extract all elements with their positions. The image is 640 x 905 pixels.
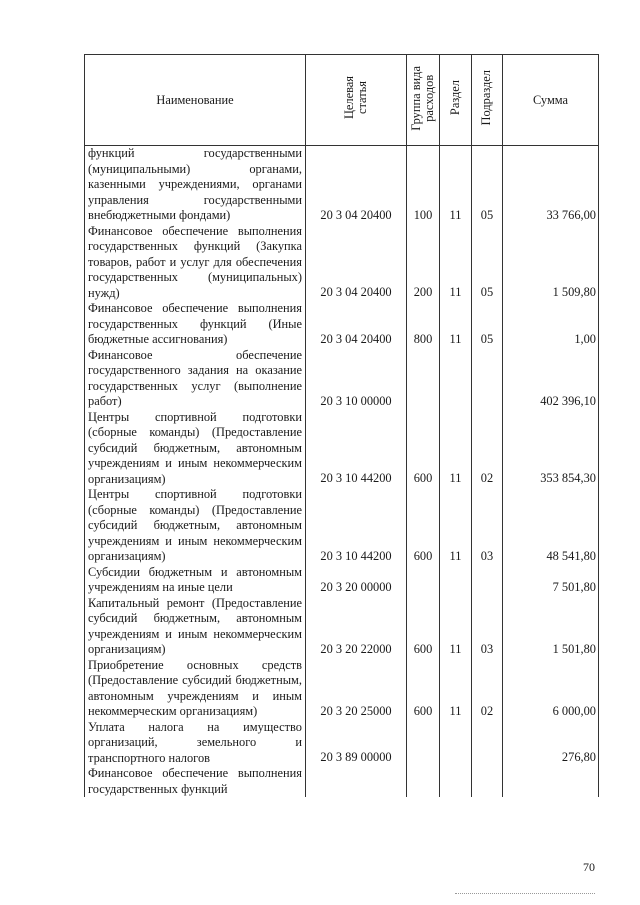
row-sum: 48 541,80 xyxy=(503,487,599,565)
row-name: Приобретение основных средств (Предоставление субсидий бюджетным, автономным учреждениям и иным некоммерческим организациям) xyxy=(85,658,306,720)
table-row xyxy=(85,224,599,302)
row-expense-group: 600 xyxy=(407,596,440,658)
row-section xyxy=(440,720,472,767)
row-subsection: 05 xyxy=(472,224,503,302)
row-expense-group: 600 xyxy=(407,487,440,565)
row-section: 11 xyxy=(440,410,472,488)
row-target-article: 20 3 20 22000 xyxy=(306,596,407,658)
table-row xyxy=(85,720,599,767)
header-sum: Сумма xyxy=(503,55,599,146)
table-row xyxy=(85,487,599,565)
row-expense-group: 100 xyxy=(407,146,440,224)
row-subsection xyxy=(472,565,503,596)
row-section xyxy=(440,565,472,596)
row-section: 11 xyxy=(440,487,472,565)
row-section: 11 xyxy=(440,146,472,224)
row-name: функций государственными (муниципальными) органами, казенными учреждениями, органами управления государственными внебюджетными фондами) xyxy=(85,146,306,224)
row-target-article: 20 3 04 20400 xyxy=(306,224,407,302)
header-section: Раздел xyxy=(440,55,472,146)
table-row xyxy=(85,410,599,488)
row-target-article xyxy=(306,766,407,797)
row-sum xyxy=(503,766,599,797)
row-expense-group xyxy=(407,766,440,797)
row-expense-group: 200 xyxy=(407,224,440,302)
header-subsection: Подраздел xyxy=(472,55,503,146)
row-name: Центры спортивной подготовки (сборные команды) (Предоставление субсидий бюджетным, автономным учреждениям и иным некоммерческим организациям) xyxy=(85,487,306,565)
row-sum: 353 854,30 xyxy=(503,410,599,488)
row-subsection: 05 xyxy=(472,301,503,348)
row-sum: 33 766,00 xyxy=(503,146,599,224)
row-target-article: 20 3 20 00000 xyxy=(306,565,407,596)
row-sum: 1 501,80 xyxy=(503,596,599,658)
row-target-article: 20 3 04 20400 xyxy=(306,146,407,224)
row-section xyxy=(440,348,472,410)
row-name: Уплата налога на имущество организаций, земельного и транспортного налогов xyxy=(85,720,306,767)
page-number: 70 xyxy=(583,860,595,874)
row-expense-group: 800 xyxy=(407,301,440,348)
header-target-article: Целевая статья xyxy=(306,55,407,146)
row-sum: 6 000,00 xyxy=(503,658,599,720)
row-subsection: 03 xyxy=(472,596,503,658)
row-target-article: 20 3 10 44200 xyxy=(306,487,407,565)
table-row xyxy=(85,658,599,720)
table-row xyxy=(85,146,599,224)
row-subsection xyxy=(472,348,503,410)
table-row xyxy=(85,565,599,596)
row-expense-group xyxy=(407,565,440,596)
header-name: Наименование xyxy=(85,55,306,146)
row-expense-group: 600 xyxy=(407,658,440,720)
row-name: Субсидии бюджетным и автономным учреждениям на иные цели xyxy=(85,565,306,596)
row-target-article: 20 3 20 25000 xyxy=(306,658,407,720)
row-name: Финансовое обеспечение выполнения государственных функций (Закупка товаров, работ и услуг для обеспечения государственных (муниципальных) нужд) xyxy=(85,224,306,302)
table-header xyxy=(85,55,599,146)
row-expense-group xyxy=(407,348,440,410)
row-expense-group xyxy=(407,720,440,767)
row-subsection xyxy=(472,766,503,797)
row-name: Финансовое обеспечение выполнения государственных функций xyxy=(85,766,306,797)
budget-table xyxy=(84,54,599,797)
row-name: Финансовое обеспечение выполнения государственных функций (Иные бюджетные ассигнования) xyxy=(85,301,306,348)
row-target-article: 20 3 04 20400 xyxy=(306,301,407,348)
row-expense-group: 600 xyxy=(407,410,440,488)
header-expense-group: Группа вида расходов xyxy=(407,55,440,146)
row-sum: 1,00 xyxy=(503,301,599,348)
row-section: 11 xyxy=(440,658,472,720)
row-section: 11 xyxy=(440,301,472,348)
row-sum: 402 396,10 xyxy=(503,348,599,410)
row-subsection: 02 xyxy=(472,658,503,720)
table-row xyxy=(85,766,599,797)
row-subsection xyxy=(472,720,503,767)
scan-artifact-mark xyxy=(455,893,595,897)
row-name: Капитальный ремонт (Предоставление субсидий бюджетным, автономным учреждениям и иным некоммерческим организациям) xyxy=(85,596,306,658)
table-row xyxy=(85,596,599,658)
row-name: Центры спортивной подготовки (сборные команды) (Предоставление субсидий бюджетным, автономным учреждениям и иным некоммерческим организациям) xyxy=(85,410,306,488)
table-row xyxy=(85,301,599,348)
row-target-article: 20 3 10 00000 xyxy=(306,348,407,410)
row-sum: 1 509,80 xyxy=(503,224,599,302)
row-sum: 276,80 xyxy=(503,720,599,767)
row-subsection: 02 xyxy=(472,410,503,488)
table-body xyxy=(85,146,599,798)
row-section xyxy=(440,766,472,797)
row-target-article: 20 3 89 00000 xyxy=(306,720,407,767)
row-name: Финансовое обеспечение государственного задания на оказание государственных услуг (выполнение работ) xyxy=(85,348,306,410)
row-section: 11 xyxy=(440,596,472,658)
table-row xyxy=(85,348,599,410)
row-target-article: 20 3 10 44200 xyxy=(306,410,407,488)
row-sum: 7 501,80 xyxy=(503,565,599,596)
row-subsection: 05 xyxy=(472,146,503,224)
row-section: 11 xyxy=(440,224,472,302)
row-subsection: 03 xyxy=(472,487,503,565)
